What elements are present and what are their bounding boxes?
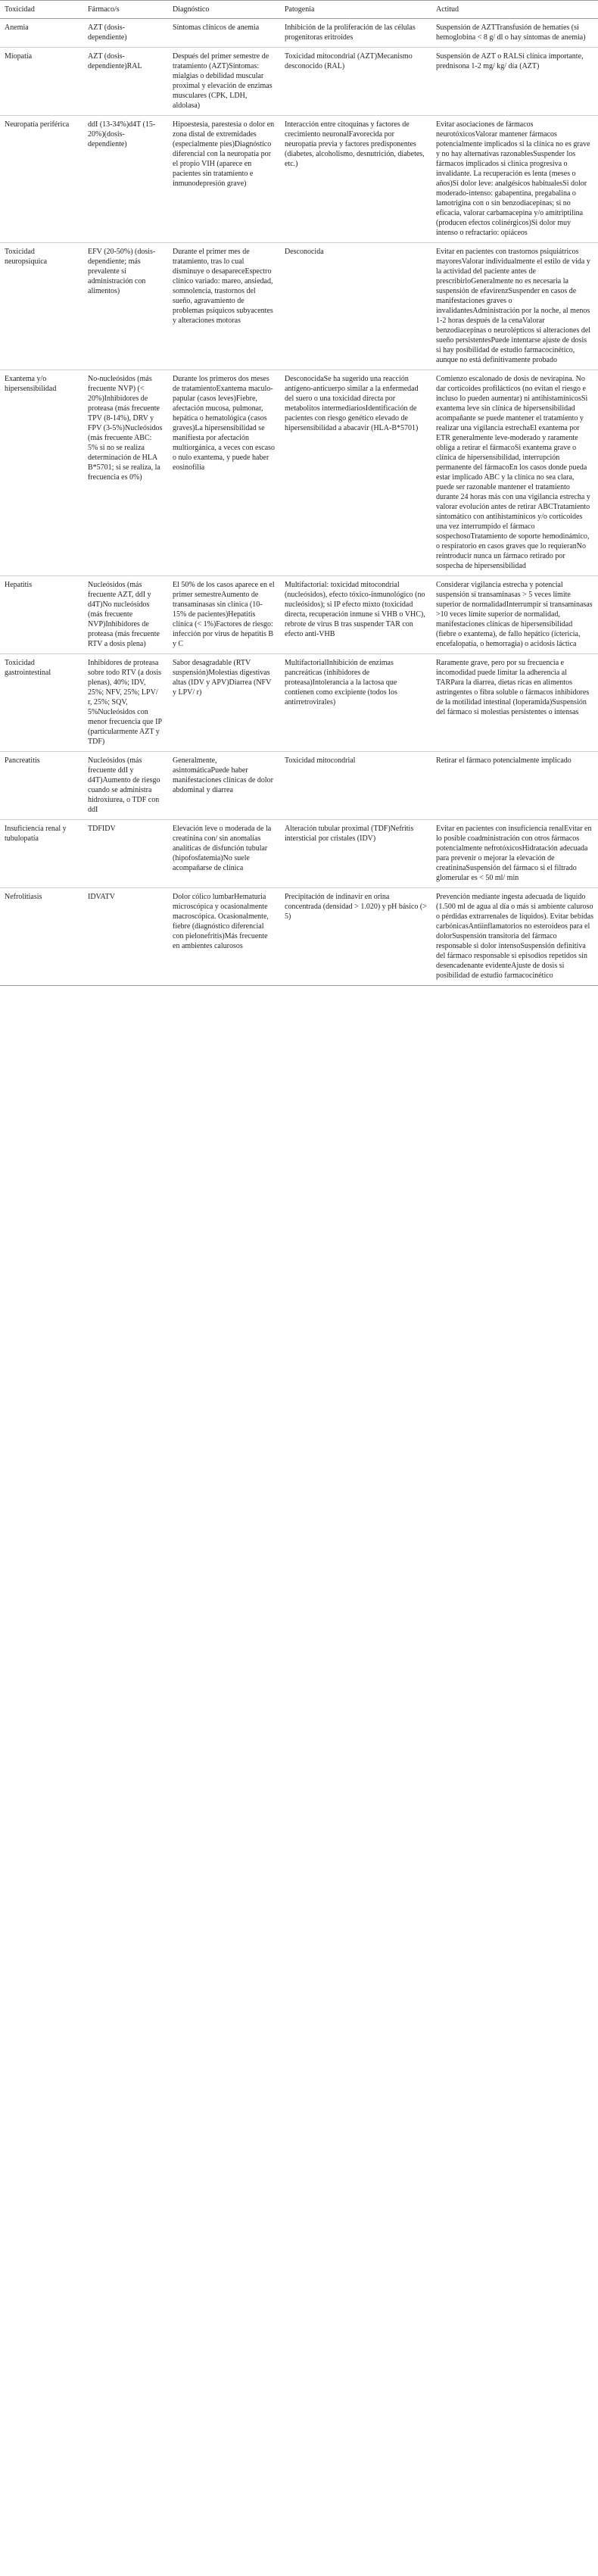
cell-actitud: Evitar en pacientes con trastornos psiquiátricos mayoresValorar individualmente el estilo de vida y la actividad del paciente antes de prescribirloGeneralmente no es necesaria la suspensión de efavirenzSuspender en casos de manifestaciones graves o invalidantesAdministración por la noche, al menos 1-2 horas después de la cenaValorar benzodiacepinas o neurolépticos si alteraciones del sueño persistentesPuede intentarse ajuste de dosis si hay posibilidad de estudio farmacocinético, aunque no está definitivamente probado xyxy=(431,243,598,370)
cell-farmaco: IDVATV xyxy=(83,888,168,986)
table-row xyxy=(0,116,598,243)
cell-actitud: Raramente grave, pero por su frecuencia e incomodidad puede limitar la adherencia al TARPara la diarrea, dietas ricas en alimentos astringentes o fibra soluble o fármacos inhibidores de la motilidad intestinal (loperamida)Suspensión del fármaco si molestias persistentes o intensas xyxy=(431,654,598,752)
cell-farmaco: No-nucleósidos (más frecuente NVP) (< 20%)Inhibidores de proteasa (más frecuente TPV (8-14%), DRV y FPV (3-5%)Nucleósidos (más frecuente ABC: 5% si no se realiza determinación de HLA B*5701; si se realiza, la frecuencia es 0%) xyxy=(83,370,168,576)
cell-diagnostico: El 50% de los casos aparece en el primer semestreAumento de transaminasas sin clínica (10-15% de pacientes)Hepatitis clínica (< 1%)Factores de riesgo: infección por virus de hepatitis B y C xyxy=(168,576,280,654)
cell-diagnostico: Elevación leve o moderada de la creatinina con/ sin anomalías analíticas de disfunción tubular (hipofosfatemia)No suele acompañarse de clínica xyxy=(168,820,280,888)
cell-toxicidad: Toxicidad gastrointestinal xyxy=(0,654,83,752)
cell-farmaco: Nucleósidos (más frecuente ddI y d4T)Aumento de riesgo cuando se administra hidroxiurea, o TDF con ddI xyxy=(83,752,168,820)
table-row xyxy=(0,888,598,986)
cell-toxicidad: Miopatía xyxy=(0,48,83,116)
cell-farmaco: AZT (dosis-dependiente) xyxy=(83,19,168,48)
cell-diagnostico: Sabor desagradable (RTV suspensión)Molestias digestivas altas (IDV y APV)Diarrea (NFV y LPV/ r) xyxy=(168,654,280,752)
cell-toxicidad: Insuficiencia renal y tubulopatía xyxy=(0,820,83,888)
table-header-row xyxy=(0,1,598,19)
cell-toxicidad: Anemia xyxy=(0,19,83,48)
cell-farmaco: AZT (dosis-dependiente)RAL xyxy=(83,48,168,116)
cell-actitud: Evitar asociaciones de fármacos neurotóxicosValorar mantener fármacos potencialmente implicados si la clínica no es grave y no hay alternativas razonablesSuspender los fármacos implicados si clínica progresiva o invalidante. La recuperación es lenta (meses o años)Si dolor leve: analgésicos habitualesSi dolor moderado-intenso: gabapentina, pregabalina o lamotrigina con o sin benzodiacepinas; si no eficacia, valorar carbamacepina y/o amitriptilina (producen efectos colinérgicos)Si dolor muy intenso o refractario: opiáceos xyxy=(431,116,598,243)
cell-toxicidad: Pancreatitis xyxy=(0,752,83,820)
cell-diagnostico: Dolor cólico lumbarHematuria microscópica y ocasionalmente macroscópica. Ocasionalmente, fiebre (diagnóstico diferencial con pielonefritis)Más frecuente en ambientes calurosos xyxy=(168,888,280,986)
table-row xyxy=(0,576,598,654)
table-row xyxy=(0,820,598,888)
cell-patogenia: Desconocida xyxy=(280,243,431,370)
table-row xyxy=(0,654,598,752)
cell-patogenia: Multifactorial: toxicidad mitocondrial (nucleósidos), efecto tóxico-inmunológico (no nucleósidos); si IP efecto mixto (toxicidad directa, recuperación inmune si VHB o VHC), rebrote de virus B tras suspender TAR con efecto anti-VHB xyxy=(280,576,431,654)
cell-diagnostico: Hipoestesia, parestesia o dolor en zona distal de extremidades (especialmente pies)Diagnóstico diferencial con la neuropatía por el propio VIH (aparece en pacientes sin tratamiento e inmunodepresión grave) xyxy=(168,116,280,243)
cell-farmaco: ddI (13-34%)d4T (15-20%)(dosis-dependiente) xyxy=(83,116,168,243)
cell-actitud: Evitar en pacientes con insuficiencia renalEvitar en lo posible coadministración con otros fármacos potencialmente nefrotóxicosHidratación adecuada para prevenir o mejorar la elevación de creatininaSuspensión del fármaco si el filtrado glomerular es < 50 ml/ min xyxy=(431,820,598,888)
table-row xyxy=(0,19,598,48)
cell-patogenia: Precipitación de indinavir en orina concentrada (densidad > 1.020) y pH básico (> 5) xyxy=(280,888,431,986)
cell-actitud: Retirar el fármaco potencialmente implicado xyxy=(431,752,598,820)
cell-patogenia: Inhibición de la proliferación de las células progenitoras eritroides xyxy=(280,19,431,48)
cell-diagnostico: Después del primer semestre de tratamiento (AZT)Síntomas: mialgias o debilidad muscular proximal y elevación de enzimas musculares (CPK, LDH, aldolasa) xyxy=(168,48,280,116)
cell-farmaco: Nucleósidos (más frecuente AZT, ddI y d4T)No nucleósidos (más frecuente NVP)Inhibidores de proteasa (más frecuente RTV a dosis plena) xyxy=(83,576,168,654)
cell-farmaco: TDFIDV xyxy=(83,820,168,888)
cell-patogenia: DesconocidaSe ha sugerido una reacción antígeno-anticuerpo similar a la enfermedad del suero o una toxicidad directa por metabolitos intermediariosIdentificación de pacientes con riesgo genético elevado de hipersensibilidad a abacavir (HLA-B*5701) xyxy=(280,370,431,576)
toxicity-table xyxy=(0,0,598,986)
cell-patogenia: Toxicidad mitocondrial (AZT)Mecanismo desconocido (RAL) xyxy=(280,48,431,116)
cell-patogenia: MultifactorialInhibición de enzimas pancreáticas (inhibidores de proteasa)Intolerancia a la lactosa que contienen como excipiente (todos los antirretrovirales) xyxy=(280,654,431,752)
table-row xyxy=(0,48,598,116)
cell-farmaco: EFV (20-50%) (dosis-dependiente; más prevalente si administración con alimentos) xyxy=(83,243,168,370)
cell-actitud: Considerar vigilancia estrecha y potencial suspensión si transaminasas > 5 veces límite superior de normalidadInterrumpir si transaminasas >10 veces límite superior de normalidad, manifestaciones clínicas de hipersensibilidad (fiebre o exantema), de fallo hepático (ictericia, encefalopatía, o hemorragia) o acidosis láctica xyxy=(431,576,598,654)
cell-actitud: Comienzo escalonado de dosis de nevirapina. No dar corticoides profilácticos (no evitan el riesgo e incluso lo pueden aumentar) ni antihistamínicosSi exantema leve sin clínica de hipersensibilidad acompañante se puede mantener el tratamiento y realizar una vigilancia estrechaEl exantema por ETR generalmente leve-moderado y raramente obliga a retirar el fármacoSi exantema grave o clínica de hipersensibilidad, interrupción permanente del fármacoEn los casos donde pueda estar implicado ABC y la clínica no sea clara, puede ser razonable mantener el tratamiento durante 24 horas más con una vigilancia estrecha y valorar evolución antes de retirar ABCTratamiento sintomático con antihistamínicos y/o corticoides una vez interrumpido el fármaco sospechosoTratamiento de soporte hemodinámico, o respiratorio en casos graves que lo requieranNo reintroducir nunca un fármaco retirado por sospecha de hipersensibilidad xyxy=(431,370,598,576)
cell-diagnostico: Síntomas clínicos de anemia xyxy=(168,19,280,48)
cell-patogenia: Interacción entre citoquinas y factores de crecimiento neuronalFavorecida por neuropatía previa y factores predisponentes (diabetes, alcoholismo, desnutrición, diabetes, etc.) xyxy=(280,116,431,243)
cell-diagnostico: Durante los primeros dos meses de tratamientoExantema maculo-papular (casos leves)Fiebre, afectación mucosa, pulmonar, hepática o hematológica (casos graves)La hipersensibilidad se manifiesta por afectación multiorgánica, a veces con escaso o nulo exantema, y puede haber eosinofilia xyxy=(168,370,280,576)
header-patogenia: Patogenia xyxy=(280,1,431,19)
cell-farmaco: Inhibidores de proteasa sobre todo RTV (a dosis plenas), 40%; IDV, 25%; NFV, 25%; LPV/ r, 25%; SQV, 5%Nucleósidos con menor frecuencia que IP (particularmente AZT y TDF) xyxy=(83,654,168,752)
header-actitud: Actitud xyxy=(431,1,598,19)
cell-diagnostico: Generalmente, asintomáticaPuede haber manifestaciones clínicas de dolor abdominal y diarrea xyxy=(168,752,280,820)
cell-actitud: Suspensión de AZTTransfusión de hematíes (si hemoglobina < 8 g/ dl o hay síntomas de anemia) xyxy=(431,19,598,48)
header-diagnostico: Diagnóstico xyxy=(168,1,280,19)
cell-patogenia: Alteración tubular proximal (TDF)Nefritis intersticial por cristales (IDV) xyxy=(280,820,431,888)
cell-toxicidad: Nefrolitiasis xyxy=(0,888,83,986)
cell-toxicidad: Toxicidad neuropsíquica xyxy=(0,243,83,370)
table-row xyxy=(0,752,598,820)
header-farmaco: Fármaco/s xyxy=(83,1,168,19)
cell-patogenia: Toxicidad mitocondrial xyxy=(280,752,431,820)
cell-actitud: Prevención mediante ingesta adecuada de líquido (1.500 ml de agua al día o más si ambiente caluroso o pérdidas extrarrenales de líquidos). Evitar bebidas carbónicasAntiinflamatorios no esteroideos para el dolorSuspensión transitoria del fármaco responsable si dolor intensoSuspensión definitiva del fármaco responsable si episodios repetidos sin desencadenante evidenteAjuste de dosis si posibilidad de estudio farmacocinético xyxy=(431,888,598,986)
cell-toxicidad: Exantema y/o hipersensibilidad xyxy=(0,370,83,576)
header-toxicidad: Toxicidad xyxy=(0,1,83,19)
table-row xyxy=(0,370,598,576)
table-row xyxy=(0,243,598,370)
cell-toxicidad: Neuropatía periférica xyxy=(0,116,83,243)
cell-actitud: Suspensión de AZT o RALSi clínica importante, prednisona 1-2 mg/ kg/ día (AZT) xyxy=(431,48,598,116)
cell-toxicidad: Hepatitis xyxy=(0,576,83,654)
cell-diagnostico: Durante el primer mes de tratamiento, tras lo cual disminuye o desapareceEspectro clínico variado: mareo, ansiedad, somnolencia, trastornos del sueño, agravamiento de problemas psíquicos subyacentes y alteraciones motoras xyxy=(168,243,280,370)
